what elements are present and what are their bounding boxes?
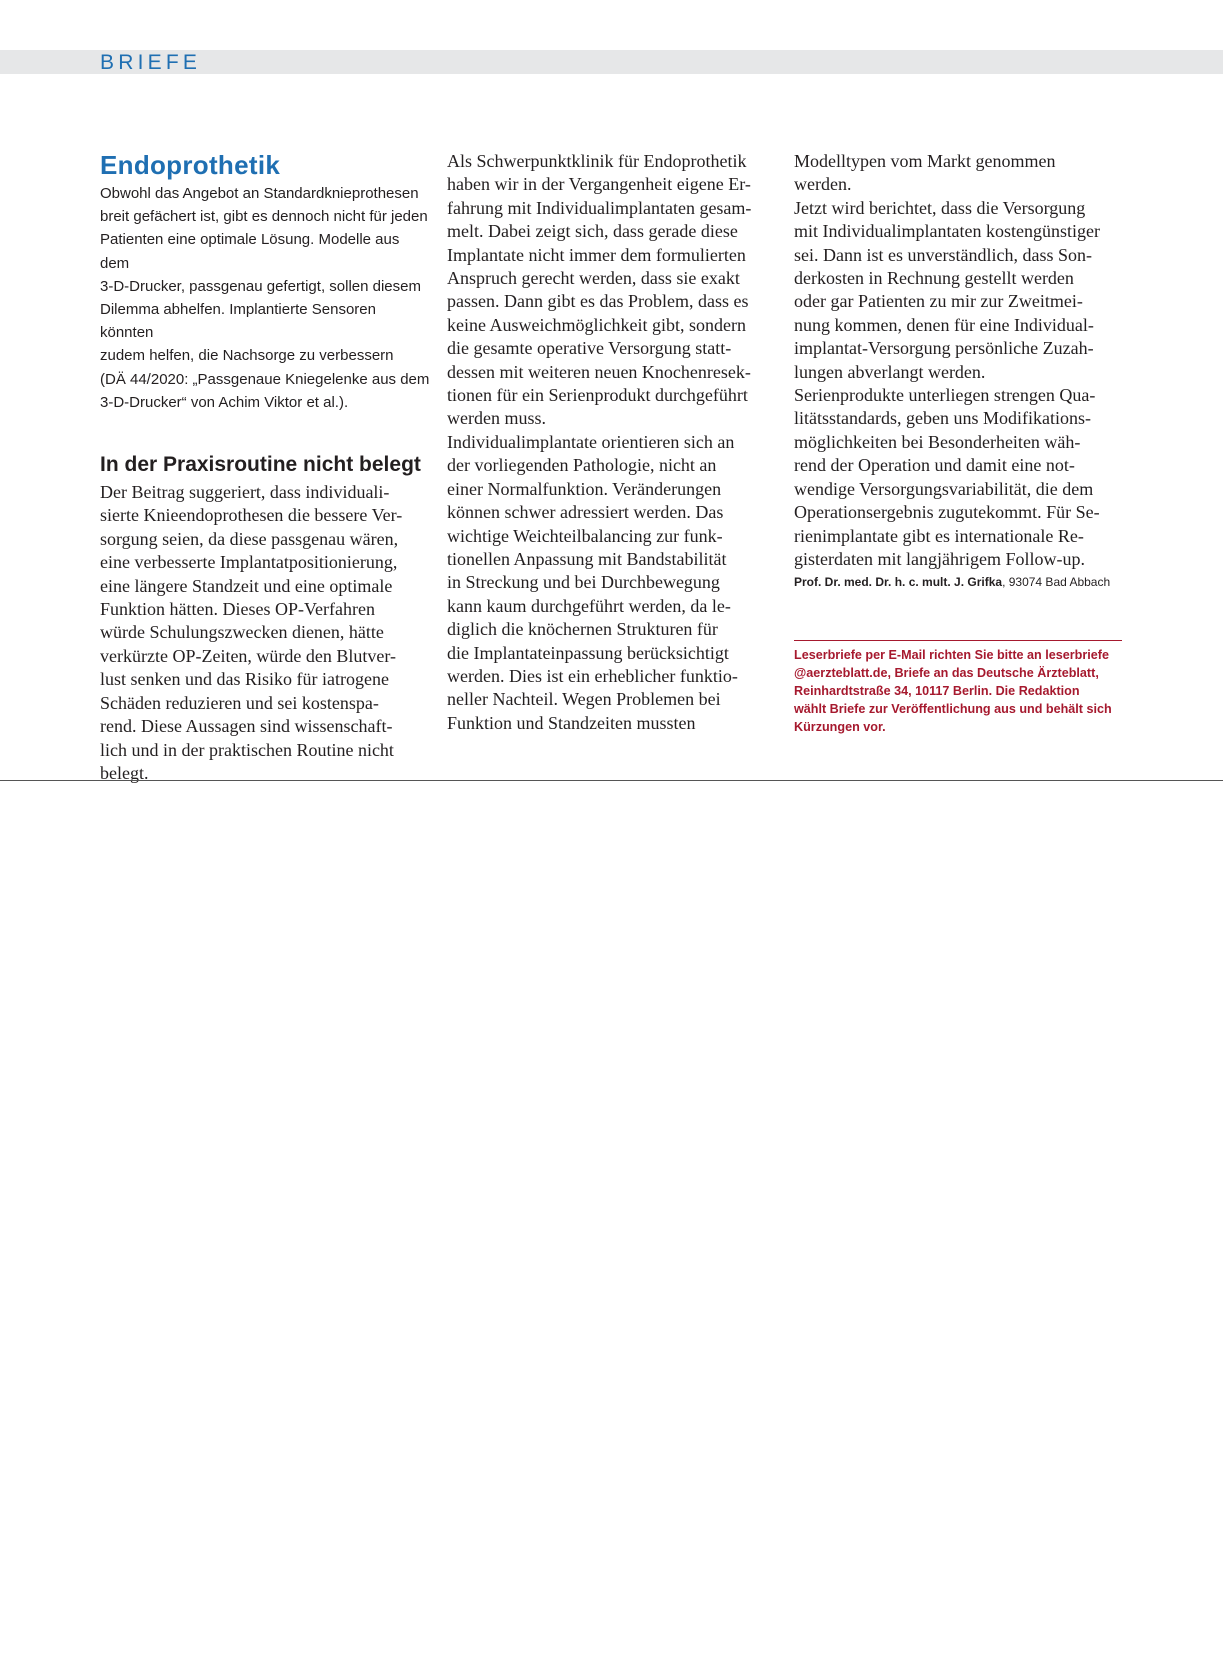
author-location: , 93074 Bad Abbach bbox=[1002, 575, 1111, 590]
column-1 bbox=[100, 150, 430, 785]
topic-title: Endoprothetik bbox=[100, 150, 281, 180]
page-divider bbox=[0, 780, 1223, 781]
column-2 bbox=[447, 150, 777, 735]
editorial-note: Leserbriefe per E-Mail richten Sie bitte an leserbriefe @aerzteblatt.de, Briefe an das Deutsche Ärzteblatt, Reinhardtstraße 34, 10117 Berlin. Die Redaktion wählt Briefe zur Veröffentlichung aus und behält sich Kürzungen vor. bbox=[794, 648, 1112, 734]
note-divider bbox=[794, 640, 1122, 641]
section-label: BRIEFE bbox=[100, 51, 202, 74]
topic-intro-text: Obwohl das Angebot an Standardknieprothesen breit gefächert ist, gibt es dennoch nicht für jeden Patienten eine optimale Lösung. Modelle aus dem 3-D-Drucker, passgenau gefertigt, sollen diesem Dilemma abhelfen. Implantierte Sensoren könnten zudem helfen, die Nachsorge zu verbessern (DÄ 44/2020: „Passgenaue Kniegelenke aus dem 3-D-Drucker“ von Achim Viktor et al.). bbox=[100, 185, 430, 411]
letter-body-part-3: Modelltypen vom Markt genommen werden. Jetzt wird berichtet, dass die Versorgung mit Individualimplantaten kostengünstiger sei. Dann ist es unverständlich, dass Son- derkosten in Rechnung gestellt werden oder gar Patienten zu mir zur Zweitmei- nung kommen, denen für eine Individual- implantat-Versorgung persönliche Zuzah- lungen abverlangt werden. Serienprodukte unterliegen strengen Qua- litätsstandards, geben uns Modifikations- möglichkeiten bei Besonderheiten wäh- rend der Operation und damit eine not- wendige Versorgungsvariabilität, die dem Operationsergebnis zugutekommt. Für Se- rienimplantate gibt es internationale Re- gisterdaten mit langjährigem Follow-up. bbox=[794, 151, 1100, 569]
letter-title: In der Praxisroutine nicht belegt bbox=[100, 453, 421, 477]
letter-body-part-2: Als Schwerpunktklinik für Endoprothetik haben wir in der Vergangenheit eigene Er- fahrung mit Individualimplantaten gesam- melt. Dabei zeigt sich, dass gerade diese Implantate nicht immer dem formulierten Anspruch gerecht werden, dass sie exakt passen. Dann gibt es das Problem, dass es keine Ausweichmöglichkeit gibt, sondern die gesamte operative Versorgung statt- dessen mit weiteren neuen Knochenresek- tionen für ein Serienprodukt durchgeführt werden muss. Individualimplantate orientieren sich an der vorliegenden Pathologie, nicht an einer Normalfunktion. Veränderungen können schwer adressiert werden. Das wichtige Weichteilbalancing zur funk- tionellen Anpassung mit Bandstabilität in Streckung und bei Durchbewegung kann kaum durchgeführt werden, da le- diglich die knöchernen Strukturen für die Implantateinpassung berücksichtigt werden. Dies ist ein erheblicher funktio- neller Nachteil. Wegen Problemen bei Funktion und Standzeiten mussten bbox=[447, 151, 752, 733]
letter-body-part-1: Der Beitrag suggeriert, dass individuali- sierte Knieendoprothesen die bessere Ver- sorgung seien, da diese passgenau wären, eine verbesserte Implantatpositionierung, eine längere Standzeit und eine optimale Funktion hätten. Dieses OP-Verfahren würde Schulungszwecken dienen, hätte verkürzte OP-Zeiten, würde den Blutver- lust senken und das Risiko für iatrogene Schäden reduzieren und sei kostenspa- rend. Diese Aussagen sind wissenschaft- lich und in der praktischen Routine nicht belegt. bbox=[100, 482, 403, 783]
author-signature bbox=[794, 573, 1124, 591]
author-name: Prof. Dr. med. Dr. h. c. mult. J. Grifka bbox=[794, 575, 1003, 590]
column-3 bbox=[794, 150, 1124, 591]
